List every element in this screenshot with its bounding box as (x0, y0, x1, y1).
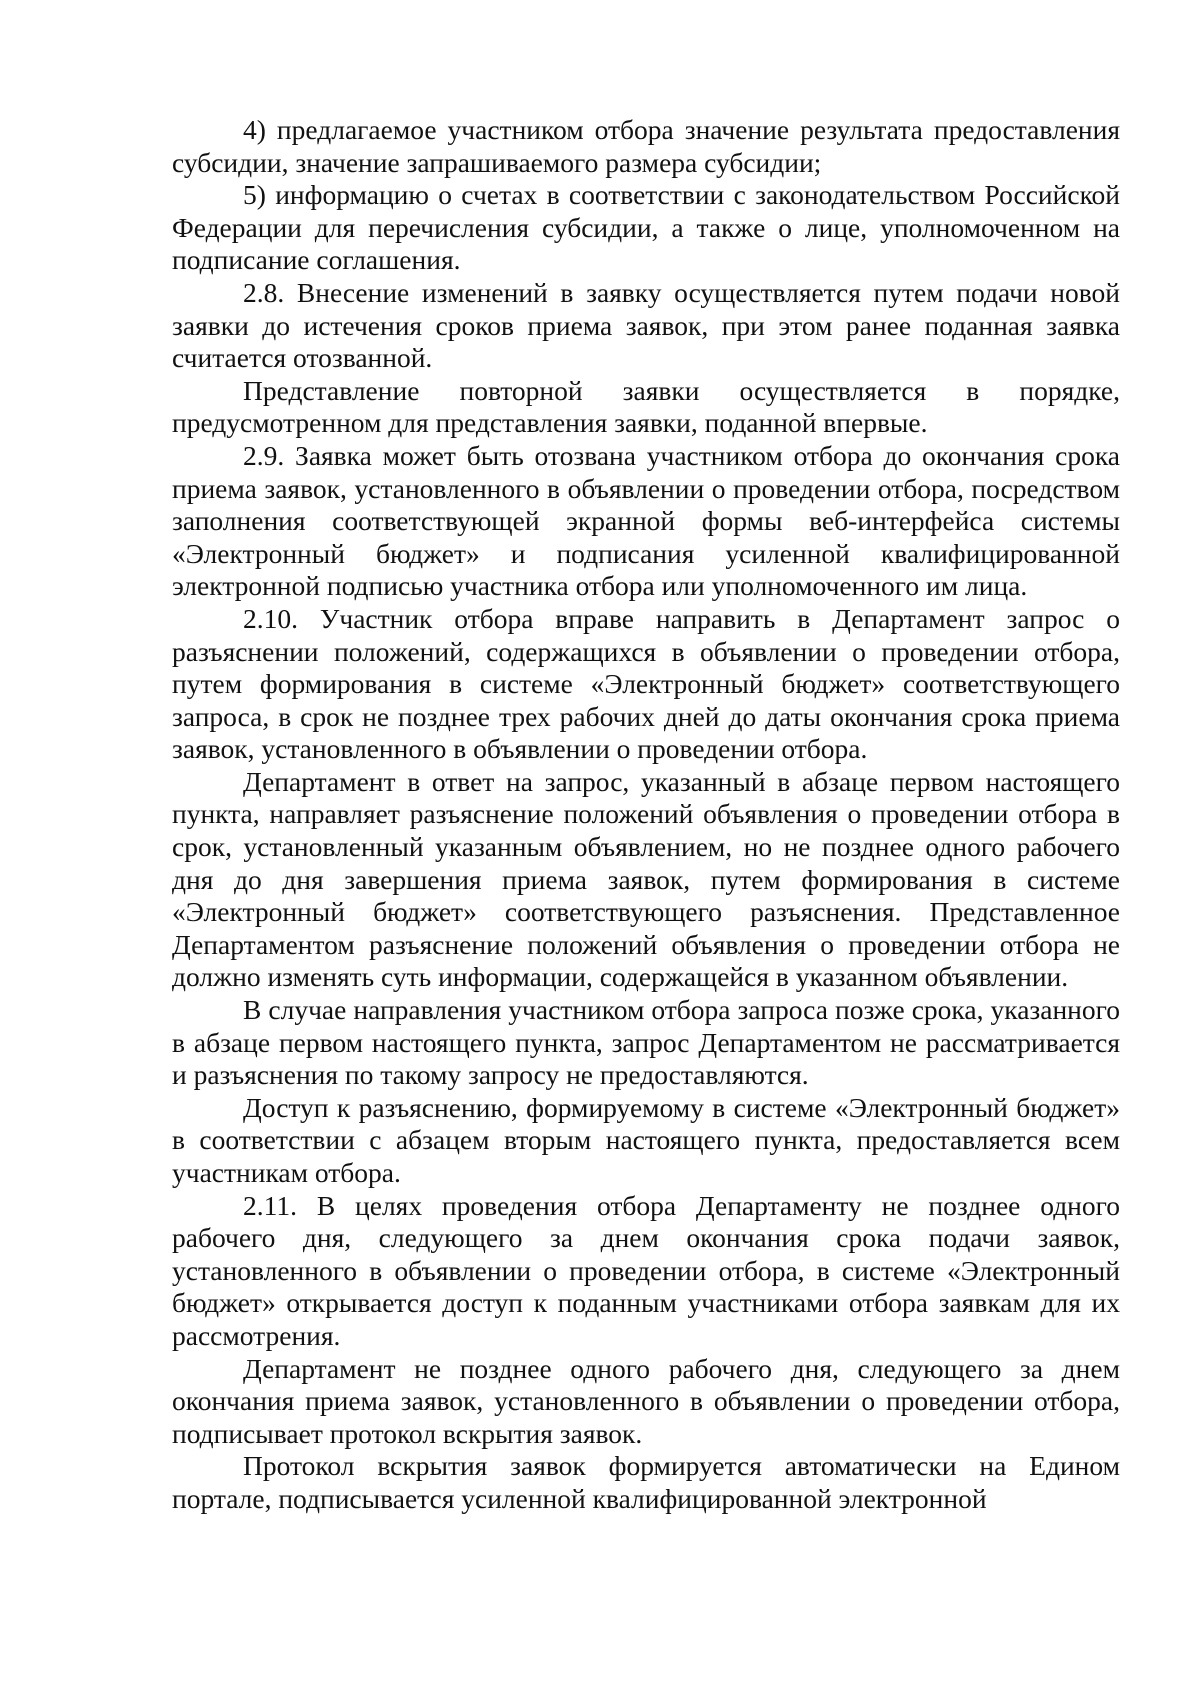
paragraph-2-8: 2.8. Внесение изменений в заявку осуществляется путем подачи новой заявки до истечения сроков приема заявок, при этом ранее поданная заявка считается отозванной. (172, 276, 1120, 374)
paragraph-department-response: Департамент в ответ на запрос, указанный в абзаце первом настоящего пункта, направляет разъяснение положений объявления о проведении отбора в срок, установленный указанным объявлением, но не позднее одного рабочего дня до дня завершения приема заявок, путем формирования в системе «Электронный бюджет» соответствующего разъяснения. Представленное Департаментом разъяснение положений объявления о проведении отбора не должно изменять суть информации, содержащейся в указанном объявлении. (172, 765, 1120, 993)
paragraph-2-10: 2.10. Участник отбора вправе направить в Департамент запрос о разъяснении положений, содержащихся в объявлении о проведении отбора, путем формирования в системе «Электронный бюджет» соответствующего запроса, в срок не позднее трех рабочих дней до даты окончания срока приема заявок, установленного в объявлении о проведении отбора. (172, 602, 1120, 765)
paragraph-access-to-clarification: Доступ к разъяснению, формируемому в системе «Электронный бюджет» в соответствии с абзацем вторым настоящего пункта, предоставляется всем участникам отбора. (172, 1091, 1120, 1188)
paragraph-late-request: В случае направления участником отбора запроса позже срока, указанного в абзаце первом настоящего пункта, запрос Департаментом не рассматривается и разъяснения по такому запросу не предоставляются. (172, 994, 1120, 1091)
document-body (172, 114, 1120, 1516)
paragraph-2-11: 2.11. В целях проведения отбора Департаменту не позднее одного рабочего дня, следующего за днем окончания срока подачи заявок, установленного в объявлении о проведении отбора, в системе «Электронный бюджет» открывается доступ к поданным участниками отбора заявкам для их рассмотрения. (172, 1189, 1120, 1351)
paragraph-item-5: 5) информацию о счетах в соответствии с законодательством Российской Федерации для перечисления субсидии, а также о лице, уполномоченном на подписание соглашения. (172, 179, 1120, 276)
paragraph-2-9: 2.9. Заявка может быть отозвана участником отбора до окончания срока приема заявок, установленного в объявлении о проведении отбора, посредством заполнения соответствующей экранной формы веб-интерфейса системы «Электронный бюджет» и подписания усиленной квалифицированной электронной подписью участника отбора или уполномоченного им лица. (172, 439, 1120, 602)
paragraph-item-4: 4) предлагаемое участником отбора значение результата предоставления субсидии, значение запрашиваемого размера субсидии; (172, 114, 1120, 178)
paragraph-opening-protocol-signing: Департамент не позднее одного рабочего дня, следующего за днем окончания приема заявок, установленного в объявлении о проведении отбора, подписывает протокол вскрытия заявок. (172, 1352, 1120, 1449)
paragraph-opening-protocol-formation: Протокол вскрытия заявок формируется автоматически на Едином портале, подписывается усиленной квалифицированной электронной (172, 1450, 1120, 1514)
paragraph-resubmission: Представление повторной заявки осуществляется в порядке, предусмотренном для представления заявки, поданной впервые. (172, 374, 1120, 439)
